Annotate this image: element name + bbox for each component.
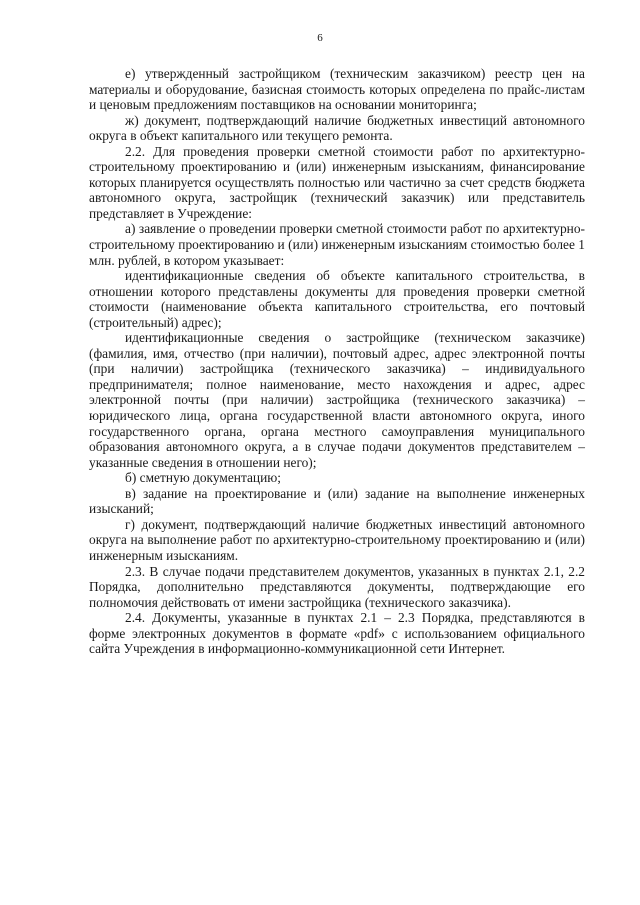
page-number: 6 [317, 32, 323, 44]
paragraph-2-4: 2.4. Документы, указанные в пунктах 2.1 – 2.3 Порядка, представляются в форме электронных документов в формате «pdf» с использованием официального сайта Учреждения в информационно-коммуникационной сети Интернет. [89, 610, 585, 657]
paragraph-g-investment-document: г) документ, подтверждающий наличие бюджетных инвестиций автономного округа на выполнение работ по архитектурно-строительному проектированию и (или) инженерным изысканиям. [89, 516, 585, 563]
paragraph-v-assignment: в) задание на проектирование и (или) задание на выполнение инженерных изысканий; [89, 485, 585, 517]
paragraph-a-application: а) заявление о проведении проверки сметной стоимости работ по архитектурно-строительному проектированию и (или) инженерным изысканиям стоимостью более 1 млн. рублей, в котором указывает: [89, 221, 585, 268]
document-body [89, 66, 585, 657]
paragraph-e-registry: е) утвержденный застройщиком (техническим заказчиком) реестр цен на материалы и оборудование, базисная стоимость которых определена по прайс-листам и ценовым предложениям поставщиков на основании мониторинга; [89, 66, 585, 113]
paragraph-zh-investment-document: ж) документ, подтверждающий наличие бюджетных инвестиций автономного округа в объект капитального или текущего ремонта. [89, 112, 585, 144]
paragraph-object-identification: идентификационные сведения об объекте капитального строительства, в отношении которого представлены документы для проведения проверки сметной стоимости (наименование объекта капитального строительства, его почтовый (строительный) адрес); [89, 268, 585, 330]
paragraph-2-2: 2.2. Для проведения проверки сметной стоимости работ по архитектурно-строительному проектированию и (или) инженерным изысканиям, финансирование которых планируется осуществлять полностью или частично за счет средств бюджета автономного округа, застройщик (технический заказчик) или представитель представляет в Учреждение: [89, 143, 585, 221]
paragraph-2-3: 2.3. В случае подачи представителем документов, указанных в пунктах 2.1, 2.2 Порядка, дополнительно представляются документы, подтверждающие его полномочия действовать от имени застройщика (технического заказчика). [89, 563, 585, 610]
paragraph-developer-identification: идентификационные сведения о застройщике (техническом заказчике) (фамилия, имя, отчество (при наличии), почтовый адрес, адрес электронной почты (при наличии) застройщика (технического заказчика) – индивидуального предпринимателя; полное наименование, место нахождения и адрес, адрес электронной почты (при наличии) застройщика (технического заказчика) – юридического лица, органа государственной власти автономного округа, иного государственного органа, органа местного самоуправления муниципального образования автономного округа, а в случае подачи документов представителем – указанные сведения в отношении него); [89, 330, 585, 470]
paragraph-b-estimate: б) сметную документацию; [125, 470, 281, 486]
